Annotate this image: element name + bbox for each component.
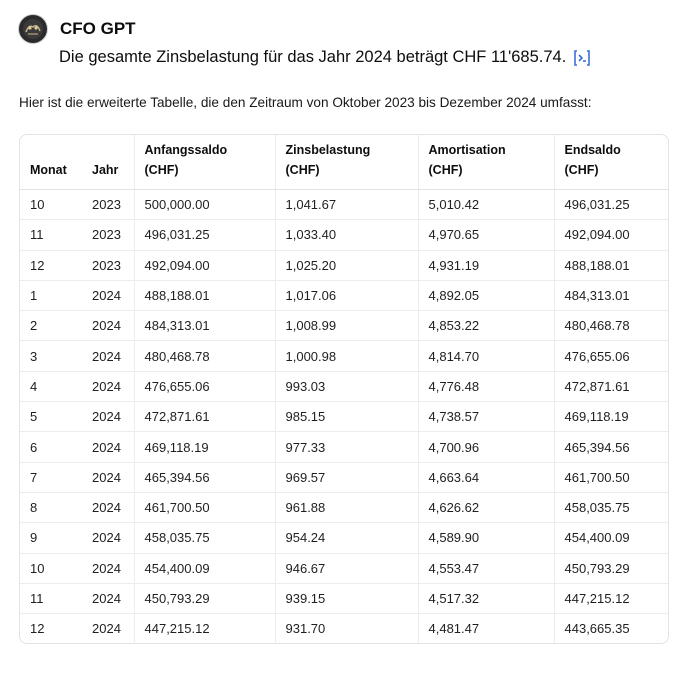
cell-jahr: 2023 (82, 220, 134, 250)
gpt-name[interactable]: CFO GPT (60, 19, 136, 38)
cell-jahr: 2024 (82, 492, 134, 522)
cell-monat: 10 (20, 190, 82, 220)
cell-zinsbelastung: 977.33 (275, 432, 418, 462)
cell-monat: 5 (20, 402, 82, 432)
table-row (20, 220, 668, 250)
cell-amortisation: 4,663.64 (418, 462, 554, 492)
cell-amortisation: 4,970.65 (418, 220, 554, 250)
cell-zinsbelastung: 1,025.20 (275, 250, 418, 280)
table-row (20, 583, 668, 613)
cell-jahr: 2024 (82, 311, 134, 341)
cell-anfangssaldo: 484,313.01 (134, 311, 275, 341)
code-interpreter-icon[interactable] (572, 49, 592, 67)
chat-header (18, 14, 136, 44)
cell-jahr: 2024 (82, 553, 134, 583)
cell-monat: 9 (20, 523, 82, 553)
table-row (20, 250, 668, 280)
cell-jahr: 2023 (82, 250, 134, 280)
cell-monat: 7 (20, 462, 82, 492)
cell-zinsbelastung: 961.88 (275, 492, 418, 522)
cell-anfangssaldo: 469,118.19 (134, 432, 275, 462)
cell-zinsbelastung: 1,041.67 (275, 190, 418, 220)
table-row (20, 402, 668, 432)
cell-amortisation: 4,931.19 (418, 250, 554, 280)
header-zinsbelastung: Zinsbelastung (CHF) (275, 135, 418, 190)
table-row (20, 553, 668, 583)
table-row (20, 190, 668, 220)
table-row (20, 614, 668, 644)
table-row (20, 462, 668, 492)
cell-anfangssaldo: 458,035.75 (134, 523, 275, 553)
cell-jahr: 2024 (82, 432, 134, 462)
cell-zinsbelastung: 939.15 (275, 583, 418, 613)
answer-text: Die gesamte Zinsbelastung für das Jahr 2024 beträgt CHF 11'685.74. (59, 48, 567, 66)
cell-zinsbelastung: 931.70 (275, 614, 418, 644)
cell-jahr: 2024 (82, 462, 134, 492)
cell-zinsbelastung: 985.15 (275, 402, 418, 432)
cell-endsaldo: 447,215.12 (554, 583, 668, 613)
cell-jahr: 2024 (82, 371, 134, 401)
intro-text: Hier ist die erweiterte Tabelle, die den Zeitraum von Oktober 2023 bis Dezember 2024 umfasst: (19, 95, 592, 110)
cell-anfangssaldo: 461,700.50 (134, 492, 275, 522)
table-row (20, 492, 668, 522)
cell-monat: 3 (20, 341, 82, 371)
cell-monat: 6 (20, 432, 82, 462)
table-row (20, 432, 668, 462)
cell-endsaldo: 496,031.25 (554, 190, 668, 220)
cell-anfangssaldo: 492,094.00 (134, 250, 275, 280)
cell-monat: 10 (20, 553, 82, 583)
cell-anfangssaldo: 496,031.25 (134, 220, 275, 250)
table-row (20, 311, 668, 341)
cell-jahr: 2023 (82, 190, 134, 220)
cell-zinsbelastung: 954.24 (275, 523, 418, 553)
cell-zinsbelastung: 1,017.06 (275, 280, 418, 310)
cell-zinsbelastung: 1,033.40 (275, 220, 418, 250)
cell-amortisation: 4,626.62 (418, 492, 554, 522)
cell-anfangssaldo: 472,871.61 (134, 402, 275, 432)
cell-monat: 12 (30, 621, 45, 637)
cell-jahr: 2024 (82, 280, 134, 310)
cell-endsaldo: 480,468.78 (554, 311, 668, 341)
cell-endsaldo: 450,793.29 (554, 553, 668, 583)
cell-endsaldo: 443,665.35 (554, 614, 668, 644)
table-row (20, 523, 668, 553)
amortization-table (19, 134, 669, 644)
cell-endsaldo: 454,400.09 (554, 523, 668, 553)
cell-amortisation: 4,517.32 (418, 583, 554, 613)
table-row (20, 371, 668, 401)
cell-endsaldo: 469,118.19 (554, 402, 668, 432)
cell-jahr: 2024 (82, 341, 134, 371)
cell-anfangssaldo: 500,000.00 (134, 190, 275, 220)
cell-amortisation: 4,776.48 (418, 371, 554, 401)
cell-anfangssaldo: 476,655.06 (134, 371, 275, 401)
cell-amortisation: 4,892.05 (418, 280, 554, 310)
cell-endsaldo: 465,394.56 (554, 432, 668, 462)
cell-amortisation: 4,481.47 (418, 614, 554, 644)
cell-endsaldo: 472,871.61 (554, 371, 668, 401)
cell-monat: 2 (20, 311, 82, 341)
header-monat: Monat (20, 135, 82, 190)
cell-monat: 11 (20, 583, 82, 613)
cell-anfangssaldo: 465,394.56 (134, 462, 275, 492)
cell-amortisation: 4,738.57 (418, 402, 554, 432)
cell-endsaldo: 461,700.50 (554, 462, 668, 492)
cell-monat: 8 (20, 492, 82, 522)
table-header-row (20, 135, 668, 190)
cell-endsaldo: 484,313.01 (554, 280, 668, 310)
cell-endsaldo: 492,094.00 (554, 220, 668, 250)
header-endsaldo: Endsaldo (CHF) (554, 135, 668, 190)
cell-monat: 1 (20, 280, 82, 310)
cell-monat: 11 (20, 220, 82, 250)
cell-zinsbelastung: 1,000.98 (275, 341, 418, 371)
cell-anfangssaldo: 488,188.01 (134, 280, 275, 310)
cell-anfangssaldo: 447,215.12 (134, 614, 275, 644)
cell-jahr: 2024 (82, 402, 134, 432)
cell-anfangssaldo: 480,468.78 (134, 341, 275, 371)
cell-jahr: 2024 (92, 621, 121, 637)
cell-jahr: 2024 (82, 523, 134, 553)
cell-endsaldo: 476,655.06 (554, 341, 668, 371)
cell-amortisation: 4,853.22 (418, 311, 554, 341)
cell-amortisation: 4,814.70 (418, 341, 554, 371)
header-jahr: Jahr (82, 135, 134, 190)
cell-amortisation: 4,700.96 (418, 432, 554, 462)
cell-zinsbelastung: 993.03 (275, 371, 418, 401)
cell-zinsbelastung: 969.57 (275, 462, 418, 492)
cell-anfangssaldo: 450,793.29 (134, 583, 275, 613)
table-row (20, 341, 668, 371)
cell-amortisation: 5,010.42 (418, 190, 554, 220)
cell-amortisation: 4,589.90 (418, 523, 554, 553)
header-amortisation: Amortisation (CHF) (418, 135, 554, 190)
header-anfangssaldo: Anfangssaldo (CHF) (134, 135, 275, 190)
gpt-avatar-icon[interactable] (18, 14, 48, 44)
cell-jahr: 2024 (82, 583, 134, 613)
cell-monat: 4 (20, 371, 82, 401)
cell-monat: 12 (20, 250, 82, 280)
assistant-answer (59, 48, 592, 67)
table-row (20, 280, 668, 310)
cell-endsaldo: 488,188.01 (554, 250, 668, 280)
cell-zinsbelastung: 946.67 (275, 553, 418, 583)
cell-zinsbelastung: 1,008.99 (275, 311, 418, 341)
cell-anfangssaldo: 454,400.09 (134, 553, 275, 583)
cell-amortisation: 4,553.47 (418, 553, 554, 583)
cell-endsaldo: 458,035.75 (554, 492, 668, 522)
